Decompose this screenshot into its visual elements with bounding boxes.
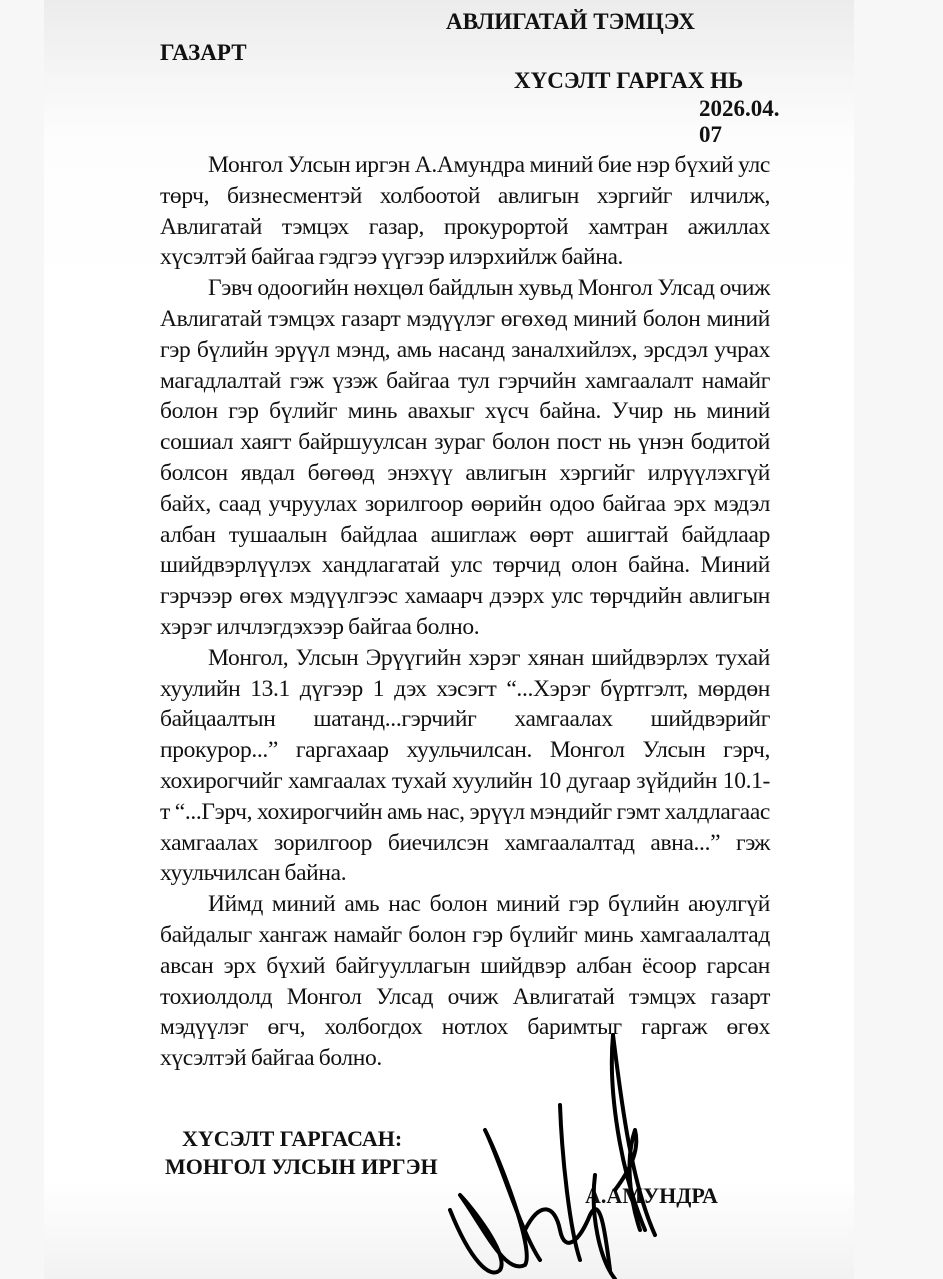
document-title: ХҮСЭЛТ ГАРГАХ НЬ [514, 68, 744, 93]
paragraph: Гэвч одоогийн нөхцөл байдлын хувьд Монгол Улсад очиж Авлигатай тэмцэх газарт мэдүүлэг өгөхөд миний болон миний гэр бүлийн эрүүл мэнд, амь насанд заналхийлэх, эрсдэл учрах магадлалтай гэж үзэж байгаа тул гэрчийн хамгаалалт намайг болон гэр бүлийг минь авахыг хүсч байна. Учир нь миний сошиал хаягт байршуулсан зураг болон пост нь үнэн бодитой болсон явдал бөгөөд энэхүү авлигын хэргийг илрүүлэхгүй байх, саад учруулах зорилгоор өөрийн одоо байгаа эрх мэдэл албан тушаалын байдлаа ашиглаж өөрт ашигтай байдлаар шийдвэрлүүлэх хандлагатай улс төрчид олон байна. Миний гэрчээр өгөх мэдүүлгээс хамаарч дээрх улс төрчдийн авлигын хэрэг илчлэгдэхээр байгаа болно. [160, 275, 770, 640]
paragraph: Монгол Улсын иргэн А.Амундра миний бие нэр бүхий улс төрч, бизнесментэй холбоотой авлигын хэргийг илчилж, Авлигатай тэмцэх газар, прокурортой хамтран ажиллах хүсэлтэй байгаа гэдгээ үүгээр илэрхийлж байна. [160, 152, 770, 271]
document-body [160, 150, 770, 1074]
signature-label-line-1: ХҮСЭЛТ ГАРГАСАН: [182, 1125, 403, 1151]
signature-block [0, 1126, 943, 1246]
paragraph: Монгол, Улсын Эрүүгийн хэрэг хянан шийдвэрлэх тухай хуулийн 13.1 дүгээр 1 дэх хэсэгт “...Хэрэг бүртгэлт, мөрдөн байцаалтын шатанд...гэрчийг хамгаалах шийдвэрийг прокурор...” гаргахаар хуульчилсан. Монгол Улсын гэрч, хохирогчийг хамгаалах тухай хуулийн 10 дугаар зүйдийн 10.1-т “...Гэрч, хохирогчийн амь нас, эрүүл мэндийг гэмт халдлагаас хамгаалах зорилгоор биечилсэн хамгаалалтад авна...” гэж хуульчилсан байна. [160, 644, 770, 887]
addressee-line-2: ГАЗАРТ [160, 40, 247, 65]
date-line-1: 2026.04. [699, 96, 780, 121]
document-header [0, 0, 943, 150]
addressee-line-1: АВЛИГАТАЙ ТЭМЦЭХ [446, 9, 695, 34]
date-line-2: 07 [699, 122, 722, 147]
signatory-name: А.АМУНДРА [585, 1182, 718, 1208]
signature-label-line-2: МОНГОЛ УЛСЫН ИРГЭН [165, 1153, 438, 1179]
paragraph: Иймд миний амь нас болон миний гэр бүлийн аюулгүй байдалыг хангаж намайг болон гэр бүлийг минь хамгаалалтад авсан эрх бүхий байгууллагын шийдвэр албан ёсоор гарсан тохиолдолд Монгол Улсад очиж Авлигатай тэмцэх газарт мэдүүлэг өгч, холбогдох нотлох баримтыг гаргаж өгөх хүсэлтэй байгаа болно. [160, 891, 770, 1072]
